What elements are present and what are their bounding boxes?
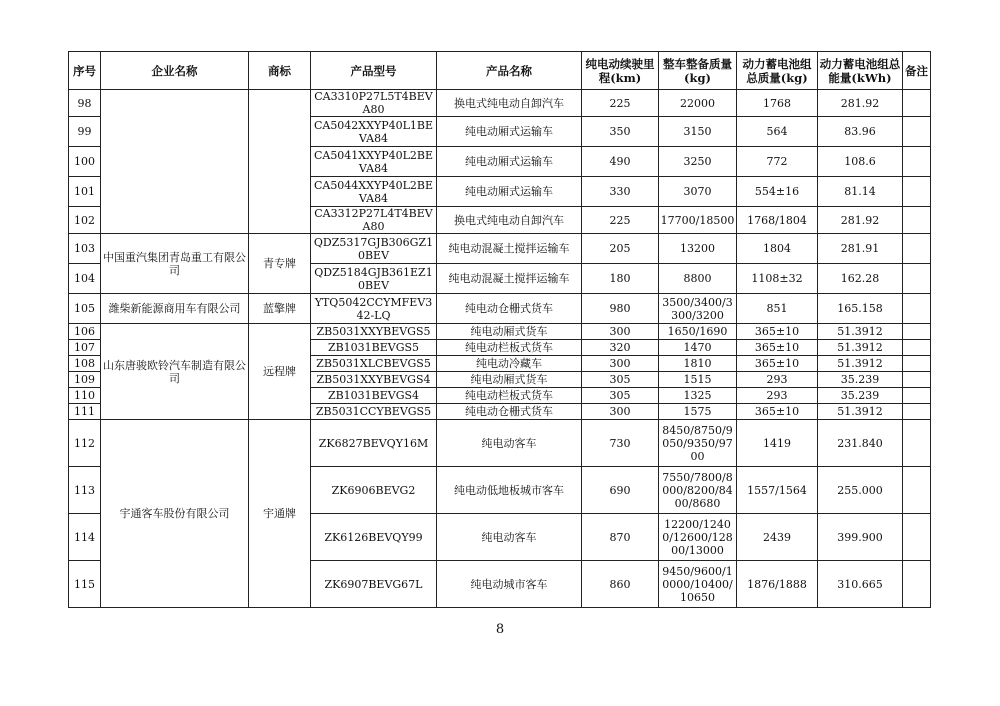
row-index-cell: 109 (69, 372, 101, 388)
product-model-cell: ZB5031XXYBEVGS4 (311, 372, 437, 388)
battery-energy-cell: 165.158 (818, 294, 903, 324)
product-name-cell: 纯电动厢式运输车 (437, 177, 582, 207)
battery-mass-cell: 1557/1564 (737, 467, 818, 514)
range-cell: 205 (582, 234, 659, 264)
company-cell: 山东唐骏欧铃汽车制造有限公司 (101, 324, 249, 420)
range-cell: 300 (582, 324, 659, 340)
curb-mass-cell: 1515 (659, 372, 737, 388)
battery-mass-cell: 365±10 (737, 404, 818, 420)
range-cell: 320 (582, 340, 659, 356)
note-cell (903, 340, 931, 356)
row-index-cell: 100 (69, 147, 101, 177)
battery-mass-cell: 564 (737, 117, 818, 147)
battery-energy-cell: 281.91 (818, 234, 903, 264)
note-cell (903, 264, 931, 294)
curb-mass-cell: 8800 (659, 264, 737, 294)
product-model-cell: CA3312P27L4T4BEVA80 (311, 207, 437, 234)
company-cell: 中国重汽集团青岛重工有限公司 (101, 234, 249, 294)
curb-mass-cell: 7550/7800/8000/8200/8400/8680 (659, 467, 737, 514)
note-cell (903, 90, 931, 117)
product-name-cell: 纯电动客车 (437, 420, 582, 467)
note-cell (903, 234, 931, 264)
row-index-cell: 99 (69, 117, 101, 147)
row-index-cell: 114 (69, 514, 101, 561)
range-cell: 300 (582, 356, 659, 372)
battery-energy-cell: 81.14 (818, 177, 903, 207)
product-name-cell: 纯电动厢式货车 (437, 372, 582, 388)
product-name-cell: 换电式纯电动自卸汽车 (437, 90, 582, 117)
battery-energy-cell: 162.28 (818, 264, 903, 294)
battery-energy-cell: 83.96 (818, 117, 903, 147)
header-note: 备注 (903, 52, 931, 90)
battery-energy-cell: 51.3912 (818, 324, 903, 340)
battery-mass-cell: 1768 (737, 90, 818, 117)
product-model-cell: ZK6906BEVG2 (311, 467, 437, 514)
product-model-cell: CA5041XXYP40L2BEVA84 (311, 147, 437, 177)
range-cell: 300 (582, 404, 659, 420)
product-name-cell: 纯电动厢式货车 (437, 324, 582, 340)
header-product-name: 产品名称 (437, 52, 582, 90)
range-cell: 305 (582, 388, 659, 404)
product-model-cell: CA5044XXYP40L2BEVA84 (311, 177, 437, 207)
note-cell (903, 147, 931, 177)
battery-energy-cell: 231.840 (818, 420, 903, 467)
curb-mass-cell: 22000 (659, 90, 737, 117)
curb-mass-cell: 1470 (659, 340, 737, 356)
battery-energy-cell: 399.900 (818, 514, 903, 561)
brand-cell: 远程牌 (249, 324, 311, 420)
note-cell (903, 117, 931, 147)
curb-mass-cell: 1575 (659, 404, 737, 420)
product-name-cell: 纯电动低地板城市客车 (437, 467, 582, 514)
product-model-cell: ZB1031BEVGS5 (311, 340, 437, 356)
note-cell (903, 514, 931, 561)
table-body (69, 90, 931, 608)
product-model-cell: ZK6827BEVQY16M (311, 420, 437, 467)
curb-mass-cell: 3150 (659, 117, 737, 147)
battery-energy-cell: 51.3912 (818, 340, 903, 356)
row-index-cell: 111 (69, 404, 101, 420)
curb-mass-cell: 3070 (659, 177, 737, 207)
note-cell (903, 561, 931, 608)
curb-mass-cell: 1325 (659, 388, 737, 404)
product-model-cell: ZB1031BEVGS4 (311, 388, 437, 404)
brand-cell: 宇通牌 (249, 420, 311, 608)
range-cell: 350 (582, 117, 659, 147)
battery-mass-cell: 554±16 (737, 177, 818, 207)
product-name-cell: 纯电动栏板式货车 (437, 340, 582, 356)
company-cell (101, 90, 249, 234)
product-model-cell: CA3310P27L5T4BEVA80 (311, 90, 437, 117)
battery-energy-cell: 51.3912 (818, 404, 903, 420)
battery-mass-cell: 772 (737, 147, 818, 177)
battery-mass-cell: 293 (737, 372, 818, 388)
product-model-cell: ZK6907BEVG67L (311, 561, 437, 608)
page-number: 8 (495, 622, 505, 637)
battery-mass-cell: 1768/1804 (737, 207, 818, 234)
curb-mass-cell: 9450/9600/10000/10400/10650 (659, 561, 737, 608)
row-index-cell: 110 (69, 388, 101, 404)
battery-energy-cell: 35.239 (818, 372, 903, 388)
range-cell: 860 (582, 561, 659, 608)
battery-energy-cell: 108.6 (818, 147, 903, 177)
header-battery-energy: 动力蓄电池组总能量(kWh) (818, 52, 903, 90)
range-cell: 490 (582, 147, 659, 177)
range-cell: 225 (582, 207, 659, 234)
battery-mass-cell: 1108±32 (737, 264, 818, 294)
product-name-cell: 纯电动城市客车 (437, 561, 582, 608)
battery-mass-cell: 851 (737, 294, 818, 324)
range-cell: 225 (582, 90, 659, 117)
battery-mass-cell: 365±10 (737, 340, 818, 356)
product-name-cell: 纯电动仓栅式货车 (437, 294, 582, 324)
battery-mass-cell: 365±10 (737, 356, 818, 372)
company-cell: 宇通客车股份有限公司 (101, 420, 249, 608)
product-model-cell: QDZ5317GJB306GZ10BEV (311, 234, 437, 264)
table-row (69, 324, 931, 340)
product-name-cell: 纯电动厢式运输车 (437, 117, 582, 147)
company-cell: 潍柴新能源商用车有限公司 (101, 294, 249, 324)
range-cell: 330 (582, 177, 659, 207)
product-model-cell: CA5042XXYP40L1BEVA84 (311, 117, 437, 147)
row-index-cell: 106 (69, 324, 101, 340)
product-model-cell: ZB5031CCYBEVGS5 (311, 404, 437, 420)
row-index-cell: 98 (69, 90, 101, 117)
battery-mass-cell: 1419 (737, 420, 818, 467)
curb-mass-cell: 3250 (659, 147, 737, 177)
row-index-cell: 112 (69, 420, 101, 467)
curb-mass-cell: 17700/18500 (659, 207, 737, 234)
battery-energy-cell: 281.92 (818, 90, 903, 117)
battery-energy-cell: 255.000 (818, 467, 903, 514)
header-battery-mass: 动力蓄电池组总质量(kg) (737, 52, 818, 90)
note-cell (903, 372, 931, 388)
note-cell (903, 324, 931, 340)
brand-cell: 蓝擎牌 (249, 294, 311, 324)
battery-mass-cell: 365±10 (737, 324, 818, 340)
battery-mass-cell: 1876/1888 (737, 561, 818, 608)
product-name-cell: 纯电动混凝土搅拌运输车 (437, 234, 582, 264)
table-row (69, 90, 931, 117)
note-cell (903, 356, 931, 372)
note-cell (903, 388, 931, 404)
range-cell: 690 (582, 467, 659, 514)
row-index-cell: 101 (69, 177, 101, 207)
curb-mass-cell: 1650/1690 (659, 324, 737, 340)
battery-mass-cell: 293 (737, 388, 818, 404)
range-cell: 980 (582, 294, 659, 324)
curb-mass-cell: 13200 (659, 234, 737, 264)
row-index-cell: 104 (69, 264, 101, 294)
battery-energy-cell: 281.92 (818, 207, 903, 234)
product-name-cell: 纯电动客车 (437, 514, 582, 561)
row-index-cell: 105 (69, 294, 101, 324)
brand-cell: 青专牌 (249, 234, 311, 294)
curb-mass-cell: 3500/3400/3300/3200 (659, 294, 737, 324)
vehicle-catalog-table (68, 51, 931, 608)
header-index: 序号 (69, 52, 101, 90)
range-cell: 870 (582, 514, 659, 561)
product-name-cell: 纯电动栏板式货车 (437, 388, 582, 404)
battery-mass-cell: 1804 (737, 234, 818, 264)
note-cell (903, 404, 931, 420)
table-row (69, 234, 931, 264)
product-name-cell: 换电式纯电动自卸汽车 (437, 207, 582, 234)
product-model-cell: ZB5031XLCBEVGS5 (311, 356, 437, 372)
header-company: 企业名称 (101, 52, 249, 90)
note-cell (903, 467, 931, 514)
product-model-cell: QDZ5184GJB361EZ10BEV (311, 264, 437, 294)
battery-energy-cell: 310.665 (818, 561, 903, 608)
row-index-cell: 103 (69, 234, 101, 264)
note-cell (903, 420, 931, 467)
product-name-cell: 纯电动冷藏车 (437, 356, 582, 372)
product-name-cell: 纯电动仓栅式货车 (437, 404, 582, 420)
header-row (69, 52, 931, 90)
brand-cell (249, 90, 311, 234)
header-model: 产品型号 (311, 52, 437, 90)
curb-mass-cell: 12200/12400/12600/12800/13000 (659, 514, 737, 561)
product-model-cell: ZB5031XXYBEVGS5 (311, 324, 437, 340)
table-row (69, 420, 931, 467)
range-cell: 305 (582, 372, 659, 388)
product-model-cell: YTQ5042CCYMFEV342-LQ (311, 294, 437, 324)
product-name-cell: 纯电动混凝土搅拌运输车 (437, 264, 582, 294)
row-index-cell: 108 (69, 356, 101, 372)
product-name-cell: 纯电动厢式运输车 (437, 147, 582, 177)
product-model-cell: ZK6126BEVQY99 (311, 514, 437, 561)
note-cell (903, 207, 931, 234)
row-index-cell: 107 (69, 340, 101, 356)
row-index-cell: 115 (69, 561, 101, 608)
range-cell: 730 (582, 420, 659, 467)
battery-mass-cell: 2439 (737, 514, 818, 561)
note-cell (903, 177, 931, 207)
curb-mass-cell: 8450/8750/9050/9350/9700 (659, 420, 737, 467)
battery-energy-cell: 51.3912 (818, 356, 903, 372)
row-index-cell: 102 (69, 207, 101, 234)
battery-energy-cell: 35.239 (818, 388, 903, 404)
curb-mass-cell: 1810 (659, 356, 737, 372)
range-cell: 180 (582, 264, 659, 294)
row-index-cell: 113 (69, 467, 101, 514)
header-brand: 商标 (249, 52, 311, 90)
table-row (69, 294, 931, 324)
header-curb-mass: 整车整备质量(kg) (659, 52, 737, 90)
note-cell (903, 294, 931, 324)
header-range: 纯电动续驶里程(km) (582, 52, 659, 90)
